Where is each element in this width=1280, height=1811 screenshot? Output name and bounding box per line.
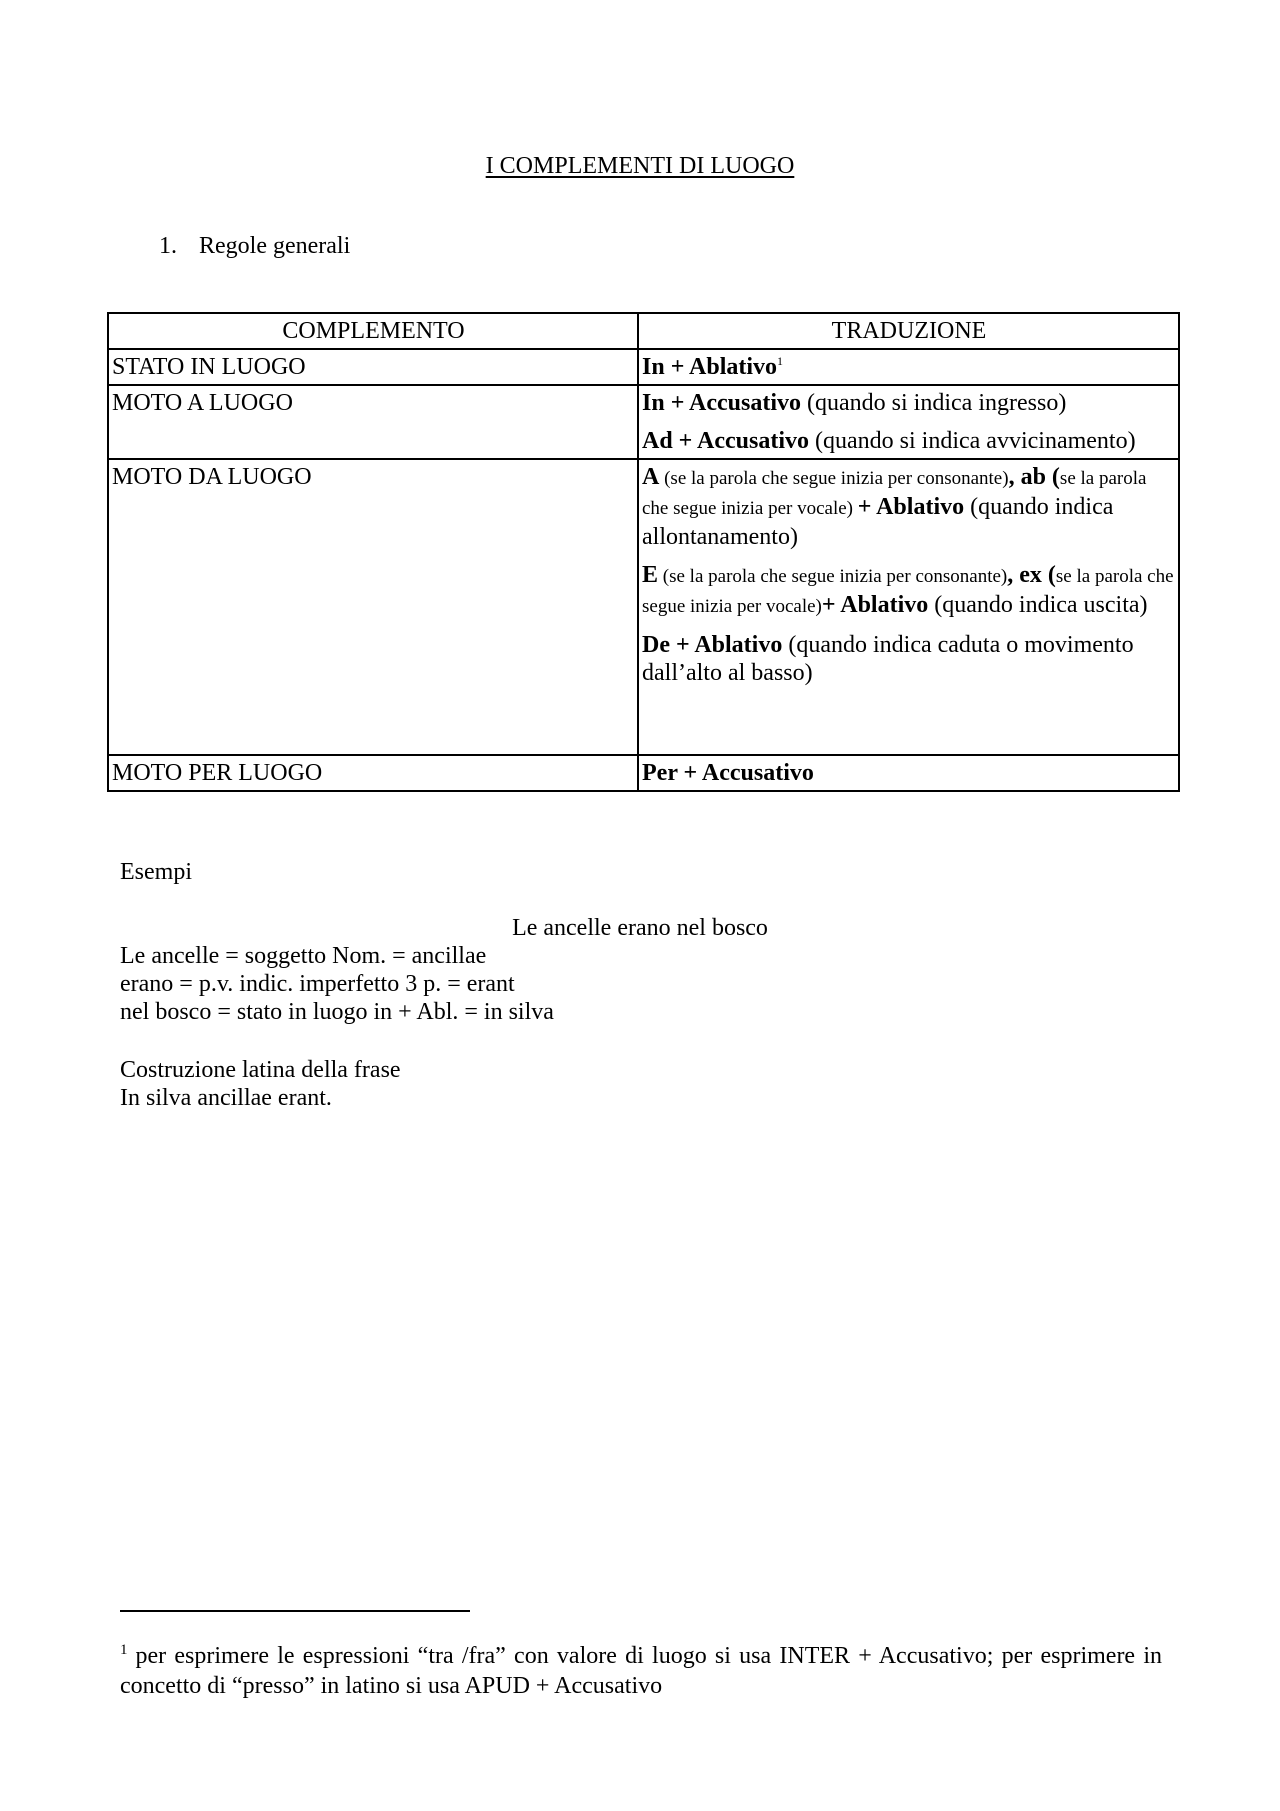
row-label-moto-da: MOTO DA LUOGO (108, 459, 638, 755)
section-number: 1. (159, 233, 177, 259)
footnote-text: per esprimere le espressioni “tra /fra” con valore di luogo si usa INTER + Accusativo; per esprimere in concetto di “presso” in latino si usa APUD + Accusativo (120, 1643, 1162, 1699)
analysis-line: erano = p.v. indic. imperfetto 3 p. = erant (120, 971, 515, 997)
footnote-separator (120, 1610, 470, 1612)
example-analysis (120, 942, 554, 1026)
row-label-stato: STATO IN LUOGO (108, 349, 638, 385)
footnote (120, 1641, 1162, 1701)
translation-paragraph: In + Accusativo (quando si indica ingresso) (642, 390, 1067, 416)
translation-paragraph: De + Ablativo (quando indica caduta o movimento dall’alto al basso) (642, 632, 1134, 686)
example-sentence: Le ancelle erano nel bosco (512, 915, 768, 941)
construction-label: Costruzione latina della frase (120, 1057, 401, 1083)
construction-sentence: In silva ancillae erant. (120, 1085, 332, 1111)
row-translation-stato: In + Ablativo$^1$ (638, 349, 1179, 385)
examples-heading: Esempi (120, 859, 192, 885)
translation-paragraph: E (se la parola che segue inizia per consonante), ex (se la parola che segue inizia per vocale)+ Ablativo (quando indica uscita) (642, 562, 1174, 618)
row-label-moto-a: MOTO A LUOGO (108, 385, 638, 459)
translation-paragraph: A (se la parola che segue inizia per consonante), ab (se la parola che segue inizia per vocale) + Ablativo (quando indica allontanamento) (642, 464, 1147, 550)
table-row (108, 385, 1179, 459)
section-heading (159, 232, 350, 260)
row-translation-moto-per: Per + Accusativo (638, 755, 1179, 791)
page-title: I COMPLEMENTI DI LUOGO (485, 153, 795, 179)
row-translation-moto-a (638, 385, 1179, 459)
analysis-line: Le ancelle = soggetto Nom. = ancillae (120, 943, 487, 969)
row-label-moto-per: MOTO PER LUOGO (108, 755, 638, 791)
section-label: Regole generali (199, 233, 351, 259)
translation-paragraph: Ad + Accusativo (quando si indica avvicinamento) (642, 428, 1136, 454)
table-header-row (108, 313, 1179, 349)
row-translation-moto-da (638, 459, 1179, 755)
header-complemento: COMPLEMENTO (108, 313, 638, 349)
footnote-ref: 1 (777, 354, 784, 368)
header-traduzione: TRADUZIONE (638, 313, 1179, 349)
table-row (108, 459, 1179, 755)
table-row (108, 349, 1179, 385)
analysis-line: nel bosco = stato in luogo in + Abl. = in silva (120, 999, 554, 1025)
footnote-mark: 1 (120, 1642, 128, 1658)
complements-table (107, 312, 1180, 792)
latin-construction (120, 1056, 401, 1112)
table-row (108, 755, 1179, 791)
